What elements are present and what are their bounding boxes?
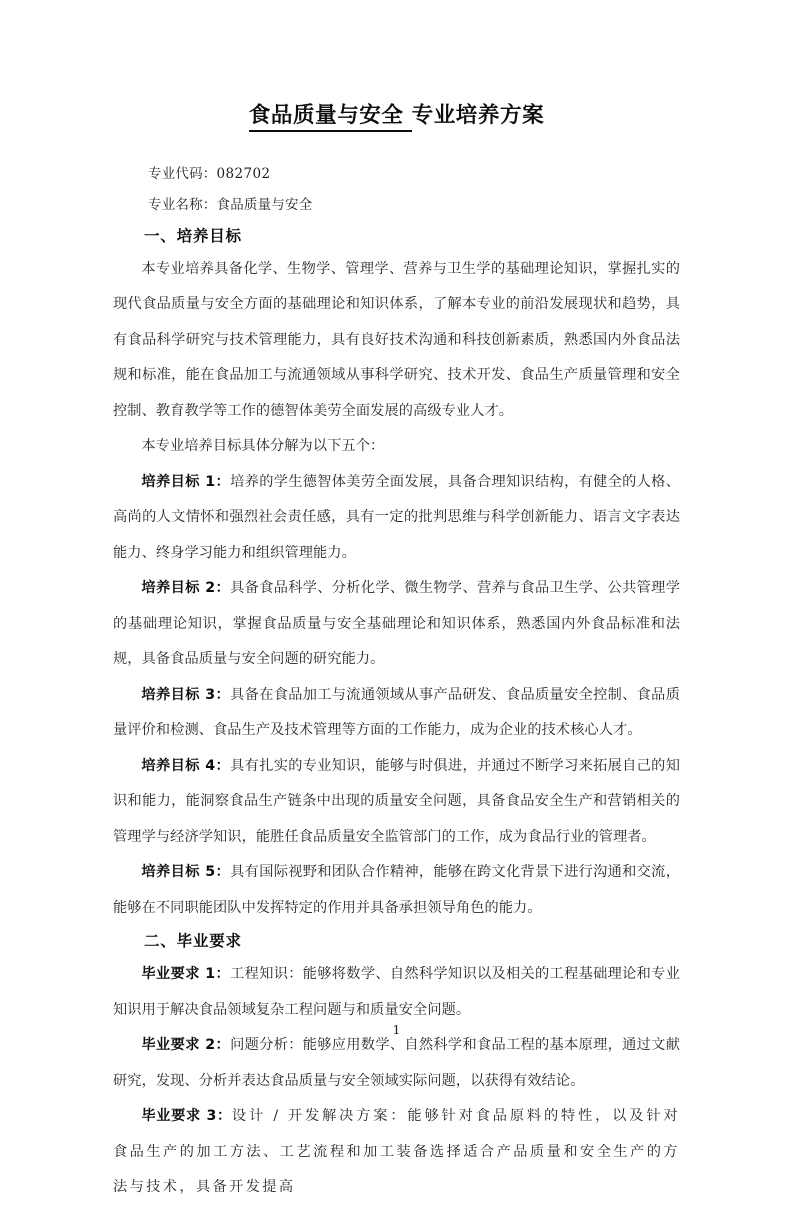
- training-objective-item-4: [113, 749, 680, 856]
- program-code-label: 专业代码：: [148, 165, 217, 182]
- program-code-line: [113, 159, 680, 190]
- training-objective-label-3: 培养目标 3：: [141, 686, 231, 703]
- training-objective-text-1: 培养的学生德智体美劳全面发展，具备合理知识结构，有健全的人格、高尚的人文情怀和强烈社会责任感，具有一定的批判思维与科学创新能力、语言文字表达能力、终身学习能力和组织管理能力。: [113, 473, 680, 561]
- page-number: 1: [392, 1022, 401, 1037]
- graduation-requirement-label-2: 毕业要求 2：: [141, 1037, 231, 1054]
- graduation-requirement-item-3: [113, 1099, 680, 1206]
- training-objectives-subintro: 本专业培养目标具体分解为以下五个：: [141, 438, 385, 455]
- graduation-requirement-item-2: [113, 1028, 680, 1099]
- program-code-value: 082702: [216, 165, 271, 182]
- section-heading-training-objectives: 一、培养目标: [144, 226, 242, 245]
- graduation-requirement-label-3: 毕业要求 3：: [141, 1108, 232, 1125]
- graduation-requirement-item-1: [113, 957, 680, 1028]
- training-objective-text-5: 具有国际视野和团队合作精神，能够在跨文化背景下进行沟通和交流，能够在不同职能团队中发挥特定的作用并具备承担领导角色的能力。: [113, 864, 680, 916]
- program-name-value: 食品质量与安全: [216, 196, 313, 213]
- page-title: [113, 0, 680, 129]
- page-title-major: 食品质量与安全: [249, 103, 412, 132]
- section-heading-graduation-requirements: 二、毕业要求: [144, 932, 242, 951]
- training-objective-text-4: 具有扎实的专业知识，能够与时俱进，并通过不断学习来拓展自己的知识和能力，能洞察食品生产链条中出现的质量安全问题，具备食品安全生产和营销相关的管理学与经济学知识，能胜任食品质量安全监管部门的工作，成为食品行业的管理者。: [113, 757, 680, 845]
- training-objective-label-1: 培养目标 1：: [141, 473, 231, 490]
- graduation-requirement-text-1: 工程知识：能够将数学、自然科学知识以及相关的工程基础理论和专业知识用于解决食品领域复杂工程问题与和质量安全问题。: [113, 966, 680, 1018]
- training-objective-label-5: 培养目标 5：: [141, 864, 231, 881]
- training-objective-label-2: 培养目标 2：: [141, 580, 231, 597]
- program-meta: [113, 159, 680, 221]
- training-objective-item-2: [113, 571, 680, 678]
- training-objective-item-5: [113, 855, 680, 926]
- training-objective-text-3: 具备在食品加工与流通领域从事产品研发、食品质量安全控制、食品质量评价和检测、食品生产及技术管理等方面的工作能力，成为企业的技术核心人才。: [113, 686, 680, 739]
- training-objective-text-2: 具备食品科学、分析化学、微生物学、营养与食品卫生学、公共管理学的基础理论知识，掌握食品质量与安全基础理论和知识体系，熟悉国内外食品标准和法规，具备食品质量与安全问题的研究能力。: [113, 580, 680, 668]
- program-name-label: 专业名称：: [148, 196, 217, 213]
- training-objective-item-3: [113, 678, 680, 749]
- program-name-line: [113, 190, 680, 221]
- training-objective-item-1: [113, 465, 680, 572]
- training-objective-label-4: 培养目标 4：: [141, 757, 231, 774]
- graduation-requirement-label-1: 毕业要求 1：: [141, 966, 231, 983]
- page-title-suffix: 专业培养方案: [411, 103, 545, 128]
- graduation-requirement-text-3: 设计 / 开发解决方案：能够针对食品原料的特性，以及针对食品生产的加工方法、工艺流程和加工装备选择适合产品质量和安全生产的方法与技术，具备开发提高: [113, 1108, 680, 1196]
- training-objectives-intro: 本专业培养具备化学、生物学、管理学、营养与卫生学的基础理论知识，掌握扎实的现代食品质量与安全方面的基础理论和知识体系，了解本专业的前沿发展现状和趋势，具有食品科学研究与技术管理能力，具有良好技术沟通和科技创新素质，熟悉国内外食品法规和标准，能在食品加工与流通领域从事科学研究、技术开发、食品生产质量管理和安全控制、教育教学等工作的德智体美劳全面发展的高级专业人才。: [113, 260, 680, 419]
- graduation-requirement-text-2: 问题分析：能够应用数学、自然科学和食品工程的基本原理，通过文献研究，发现、分析并表达食品质量与安全领域实际问题，以获得有效结论。: [113, 1037, 680, 1089]
